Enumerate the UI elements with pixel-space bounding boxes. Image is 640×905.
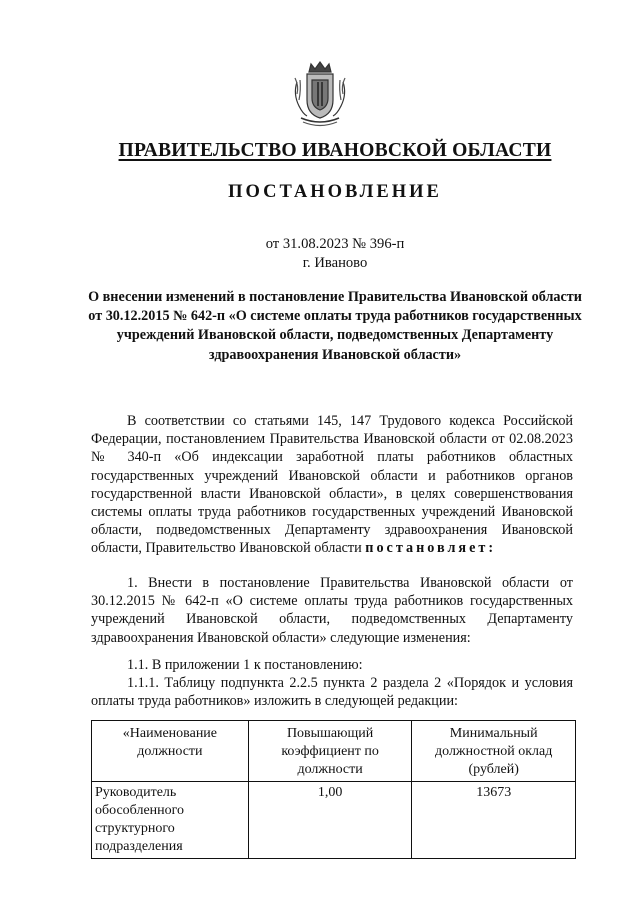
item-1-text: 1. Внести в постановление Правительства Ивановской области от 30.12.2015 № 642-п «О системе оплаты труда работников государственных учреждений Ивановской области, подведомственных Департаменту здравоохранения Ивановской области» следующие изменения: bbox=[91, 575, 573, 646]
preamble-block bbox=[91, 412, 573, 558]
salary-table bbox=[91, 720, 576, 859]
document-title: О внесении изменений в постановление Правительства Ивановской области от 30.12.2015 № 642-п «О системе оплаты труда работников государственных учреждений Ивановской области, подведомственных Департаменту здравоохранения Ивановской области» bbox=[88, 289, 582, 363]
item-1-1-1-text: 1.1.1. Таблицу подпункта 2.2.5 пункта 2 раздела 2 «Порядок и условия оплаты труда работников» изложить в следующей редакции: bbox=[91, 675, 573, 710]
preamble-text: В соответствии со статьями 145, 147 Трудового кодекса Российской Федерации, постановлением Правительства Ивановской области от 02.08.2023 № 340-п «Об индексации заработной платы работников областных государственных учреждений Ивановской области и работников органов государственной власти Ивановской области», в целях совершенствования системы оплаты труда работников государственных учреждений Ивановской области, подведомственных Департаменту здравоохранения Ивановской области, Правительство Ивановской области bbox=[91, 413, 573, 557]
coat-of-arms-emblem bbox=[291, 60, 349, 130]
table-header-row bbox=[92, 721, 576, 782]
date-number: от 31.08.2023 № 396-п bbox=[265, 236, 405, 252]
decree-word: постановляет: bbox=[365, 540, 497, 557]
item-1 bbox=[91, 574, 573, 647]
item-1-1 bbox=[91, 656, 573, 674]
item-1-1-1 bbox=[91, 674, 573, 710]
government-title: ПРАВИТЕЛЬСТВО ИВАНОВСКОЙ ОБЛАСТИ bbox=[118, 140, 552, 161]
cell-position: Руководитель обособленного структурного подразделения bbox=[92, 782, 249, 859]
document-type: ПОСТАНОВЛЕНИЕ bbox=[228, 182, 442, 202]
table-row bbox=[92, 782, 576, 859]
city: г. Иваново bbox=[302, 255, 368, 271]
header-coefficient: Повышающий коэффициент по должности bbox=[248, 721, 412, 782]
item-1-1-text: 1.1. В приложении 1 к постановлению: bbox=[127, 657, 363, 673]
cell-coefficient: 1,00 bbox=[248, 782, 412, 859]
cell-salary: 13673 bbox=[412, 782, 576, 859]
header-salary: Минимальный должностной оклад (рублей) bbox=[412, 721, 576, 782]
header-position: «Наименование должности bbox=[92, 721, 249, 782]
